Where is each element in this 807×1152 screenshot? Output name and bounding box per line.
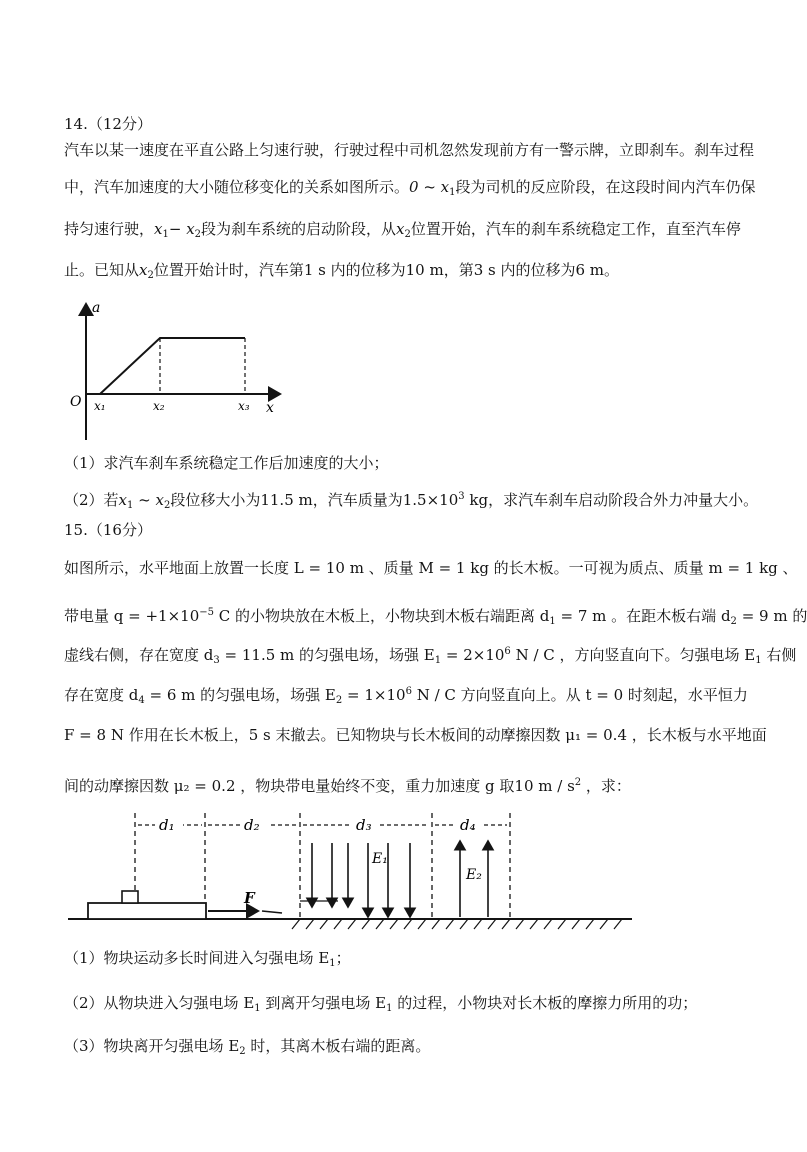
label-f: F bbox=[244, 889, 255, 907]
subscript: 1 bbox=[434, 655, 442, 666]
label-d1: d₁ bbox=[159, 816, 175, 834]
superscript: 6 bbox=[405, 686, 412, 697]
q15-line-4 bbox=[64, 682, 748, 711]
q15-line-1: 如图所示，水平地面上放置一长度 L = 10 m 、质量 M = 1 kg 的长木板。一可视为质点、质量 m = 1 kg 、 bbox=[64, 559, 798, 577]
subscript: 2 bbox=[163, 500, 171, 511]
subscript: 3 bbox=[213, 655, 220, 666]
text: 位置开始，汽车的刹车系统稳定工作，直至汽车停 bbox=[410, 220, 741, 238]
text: 止。已知从 bbox=[64, 261, 140, 279]
q14-part-2 bbox=[64, 487, 758, 516]
text: = 6 m 的匀强电场，场强 E bbox=[144, 686, 336, 704]
axis-label-x: x bbox=[266, 400, 274, 416]
text: （2）若 bbox=[64, 491, 119, 509]
subscript: 1 bbox=[329, 958, 336, 969]
text: （3）物块离开匀强电场 E bbox=[64, 1037, 240, 1055]
text: 段位移大小为11.5 m，汽车质量为1.5×10 bbox=[170, 491, 459, 509]
subscript: 1 bbox=[127, 500, 134, 511]
text: = 2×10 bbox=[441, 646, 505, 664]
text: （2）从物块进入匀强电场 E bbox=[64, 994, 255, 1012]
force-tail bbox=[262, 911, 282, 913]
text: 的过程，小物块对长木板的摩擦力所用的功； bbox=[392, 994, 698, 1012]
q15-line-2 bbox=[64, 603, 807, 632]
text: 带电量 q = +1×10 bbox=[64, 607, 200, 625]
text: = 11.5 m 的匀强电场，场强 E bbox=[219, 646, 435, 664]
q15-part-1 bbox=[64, 948, 351, 974]
superscript: 2 bbox=[574, 777, 582, 788]
math: x bbox=[154, 220, 163, 238]
label-d3: d₃ bbox=[356, 816, 372, 834]
text: kg，求汽车刹车启动阶段合外力冲量大小。 bbox=[464, 491, 759, 509]
math: ~ x bbox=[133, 491, 164, 509]
text: = 7 m 。在距木板右端 d bbox=[555, 607, 731, 625]
electric-field-diagram bbox=[60, 805, 640, 935]
q15-part-2 bbox=[64, 993, 697, 1019]
text: 到离开匀强电场 E bbox=[260, 994, 387, 1012]
q15-line-5: F = 8 N 作用在长木板上，5 s 末撤去。已知物块与长木板间的动摩擦因数 μ₁ = 0.4 ，长木板与水平地面 bbox=[64, 726, 767, 744]
text: （1）物块运动多长时间进入匀强电场 E bbox=[64, 949, 330, 967]
superscript: −5 bbox=[199, 607, 214, 618]
subscript: 1 bbox=[254, 1003, 261, 1014]
q14-header: 14.（12分） bbox=[64, 115, 152, 133]
text: ，求： bbox=[581, 777, 631, 795]
acceleration-displacement-graph bbox=[60, 296, 290, 446]
q15-line-6 bbox=[64, 773, 631, 796]
text: = 9 m 的 bbox=[736, 607, 807, 625]
text: 位置开始计时，汽车第1 s 内的位移为10 m，第3 s 内的位移为6 m。 bbox=[153, 261, 620, 279]
subscript: 2 bbox=[335, 695, 343, 706]
text: 段为刹车系统的启动阶段，从 bbox=[201, 220, 397, 238]
subscript: 1 bbox=[386, 1003, 393, 1014]
superscript: 3 bbox=[458, 491, 465, 502]
text: = 1×10 bbox=[342, 686, 406, 704]
ground-hatching bbox=[292, 919, 622, 929]
text: 段为司机的反应阶段，在这段时间内汽车仍保 bbox=[455, 178, 756, 196]
subscript: 2 bbox=[147, 270, 154, 281]
subscript: 1 bbox=[549, 616, 556, 627]
superscript: 6 bbox=[504, 646, 511, 657]
text: 中，汽车加速度的大小随位移变化的关系如图所示。 bbox=[64, 178, 410, 196]
axis-label-a: a bbox=[92, 300, 101, 316]
math: x bbox=[118, 491, 128, 509]
text: 存在宽度 d bbox=[64, 686, 139, 704]
e1-field-arrows bbox=[312, 843, 410, 917]
tick-x1: x₁ bbox=[94, 399, 106, 413]
tick-x3: x₃ bbox=[238, 399, 250, 413]
subscript: 1 bbox=[162, 229, 169, 240]
q15-line-3 bbox=[64, 642, 796, 671]
text: 间的动摩擦因数 μ₂ = 0.2 ，物块带电量始终不变，重力加速度 g 取10 m / s bbox=[64, 777, 575, 795]
subscript: 2 bbox=[239, 1046, 246, 1057]
q14-part-1: （1）求汽车刹车系统稳定工作后加速度的大小； bbox=[64, 454, 389, 472]
subscript: 1 bbox=[449, 187, 456, 198]
graph-line bbox=[100, 338, 245, 394]
label-e1: E₁ bbox=[372, 851, 388, 867]
label-d2: d₂ bbox=[244, 816, 260, 834]
q14-line-3 bbox=[64, 219, 741, 245]
subscript: 2 bbox=[730, 616, 737, 627]
math: − x bbox=[168, 220, 195, 238]
math: x bbox=[396, 220, 405, 238]
tick-x2: x₂ bbox=[153, 399, 165, 413]
label-d4: d₄ bbox=[460, 816, 476, 834]
text: 持匀速行驶， bbox=[64, 220, 155, 238]
text: 虚线右侧，存在宽度 d bbox=[64, 646, 214, 664]
text: N / C ，方向竖直向下。匀强电场 E bbox=[510, 646, 756, 664]
long-board bbox=[88, 903, 206, 919]
subscript: 2 bbox=[194, 229, 202, 240]
q15-part-3 bbox=[64, 1036, 430, 1062]
text: 时，其离木板右端的距离。 bbox=[245, 1037, 431, 1055]
text: N / C 方向竖直向上。从 t = 0 时刻起，水平恒力 bbox=[411, 686, 748, 704]
q15-header: 15.（16分） bbox=[64, 521, 152, 539]
text: ； bbox=[335, 949, 351, 967]
q14-line-4 bbox=[64, 260, 619, 286]
origin-label: O bbox=[70, 394, 82, 410]
subscript: 4 bbox=[138, 695, 145, 706]
q14-line-2 bbox=[64, 177, 756, 203]
small-block bbox=[122, 891, 138, 903]
q14-line-1: 汽车以某一速度在平直公路上匀速行驶，行驶过程中司机忽然发现前方有一警示牌，立即刹车。刹车过程 bbox=[64, 141, 755, 159]
label-e2: E₂ bbox=[466, 867, 482, 883]
math: x bbox=[139, 261, 148, 279]
text: C 的小物块放在木板上，小物块到木板右端距离 d bbox=[214, 607, 550, 625]
text: 右侧 bbox=[761, 646, 797, 664]
math: 0 ~ x bbox=[409, 178, 450, 196]
subscript: 1 bbox=[755, 655, 762, 666]
subscript: 2 bbox=[404, 229, 411, 240]
